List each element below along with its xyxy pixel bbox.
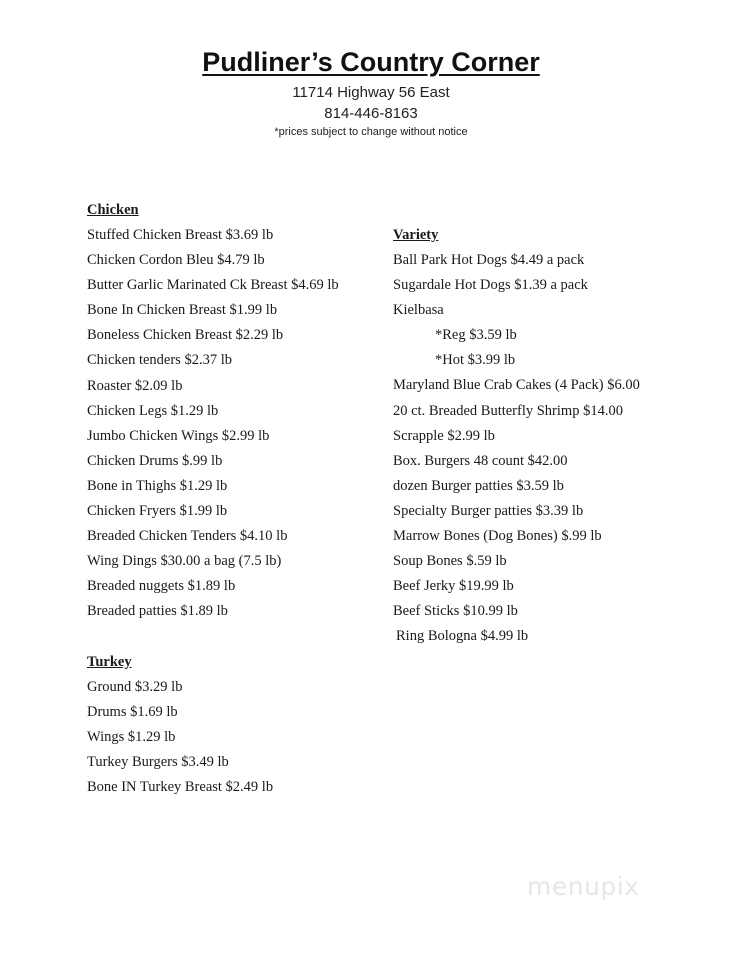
watermark-logo: menupix: [527, 872, 640, 901]
menu-item: Chicken Fryers $1.99 lb: [87, 503, 228, 520]
menu-item: Beef Sticks $10.99 lb: [393, 603, 518, 620]
menu-item: Ball Park Hot Dogs $4.49 a pack: [393, 252, 585, 268]
menu-item: Scrapple $2.99 lb: [393, 427, 495, 444]
menu-item: Ground $3.29 lb: [87, 679, 183, 695]
price-disclaimer: *prices subject to change without notice: [274, 126, 468, 138]
menu-item: Kielbasa: [393, 302, 444, 319]
menu-item: Chicken Drums $.99 lb: [87, 452, 223, 469]
menu-item: Bone IN Turkey Breast $2.49 lb: [87, 779, 274, 796]
variety-heading: Variety: [393, 227, 439, 243]
menu-item: Chicken Legs $1.29 lb: [87, 402, 219, 419]
menu-item: Ring Bologna $4.99 lb: [396, 628, 529, 645]
menu-item: Butter Garlic Marinated Ck Breast $4.69 lb: [87, 277, 339, 294]
variety-section: [393, 223, 640, 650]
menu-item: Maryland Blue Crab Cakes (4 Pack) $6.00: [393, 377, 640, 394]
menu-item: Chicken Cordon Bleu $4.79 lb: [87, 252, 265, 269]
phone-number: 814-446-8163: [324, 105, 418, 122]
menu-item: dozen Burger patties $3.59 lb: [393, 477, 564, 494]
menu-item: Wings $1.29 lb: [87, 729, 176, 746]
menu-subitem: *Reg $3.59 lb: [435, 327, 517, 344]
turkey-section: [87, 650, 273, 800]
menu-item: Box. Burgers 48 count $42.00: [393, 452, 568, 469]
menu-item: Breaded patties $1.89 lb: [87, 603, 228, 620]
menu-item: Drums $1.69 lb: [87, 704, 178, 721]
menu-item: Marrow Bones (Dog Bones) $.99 lb: [393, 528, 602, 545]
menu-item: Soup Bones $.59 lb: [393, 553, 507, 570]
menu-item: Jumbo Chicken Wings $2.99 lb: [87, 427, 270, 444]
menu-item: Roaster $2.09 lb: [87, 377, 183, 394]
menu-header: [0, 44, 742, 141]
menu-item: Wing Dings $30.00 a bag (7.5 lb): [87, 553, 282, 570]
menu-item: Stuffed Chicken Breast $3.69 lb: [87, 227, 274, 243]
menu-item: Beef Jerky $19.99 lb: [393, 578, 514, 595]
menu-item: Bone In Chicken Breast $1.99 lb: [87, 302, 278, 319]
menu-item: Turkey Burgers $3.49 lb: [87, 754, 229, 771]
menu-item: Specialty Burger patties $3.39 lb: [393, 502, 584, 519]
chicken-heading: Chicken: [87, 202, 139, 218]
menu-item: Breaded Chicken Tenders $4.10 lb: [87, 528, 288, 545]
menu-item: Sugardale Hot Dogs $1.39 a pack: [393, 277, 588, 294]
chicken-section: [87, 198, 339, 625]
turkey-heading: Turkey: [87, 654, 132, 670]
menu-item: 20 ct. Breaded Butterfly Shrimp $14.00: [393, 402, 623, 419]
restaurant-title: Pudliner’s Country Corner: [202, 47, 540, 77]
menu-item: Chicken tenders $2.37 lb: [87, 352, 232, 369]
menu-item: Bone in Thighs $1.29 lb: [87, 477, 228, 494]
address-line: 11714 Highway 56 East: [292, 84, 450, 101]
menu-item: Boneless Chicken Breast $2.29 lb: [87, 327, 284, 344]
menu-subitem: *Hot $3.99 lb: [435, 352, 516, 369]
menu-item: Breaded nuggets $1.89 lb: [87, 578, 236, 595]
